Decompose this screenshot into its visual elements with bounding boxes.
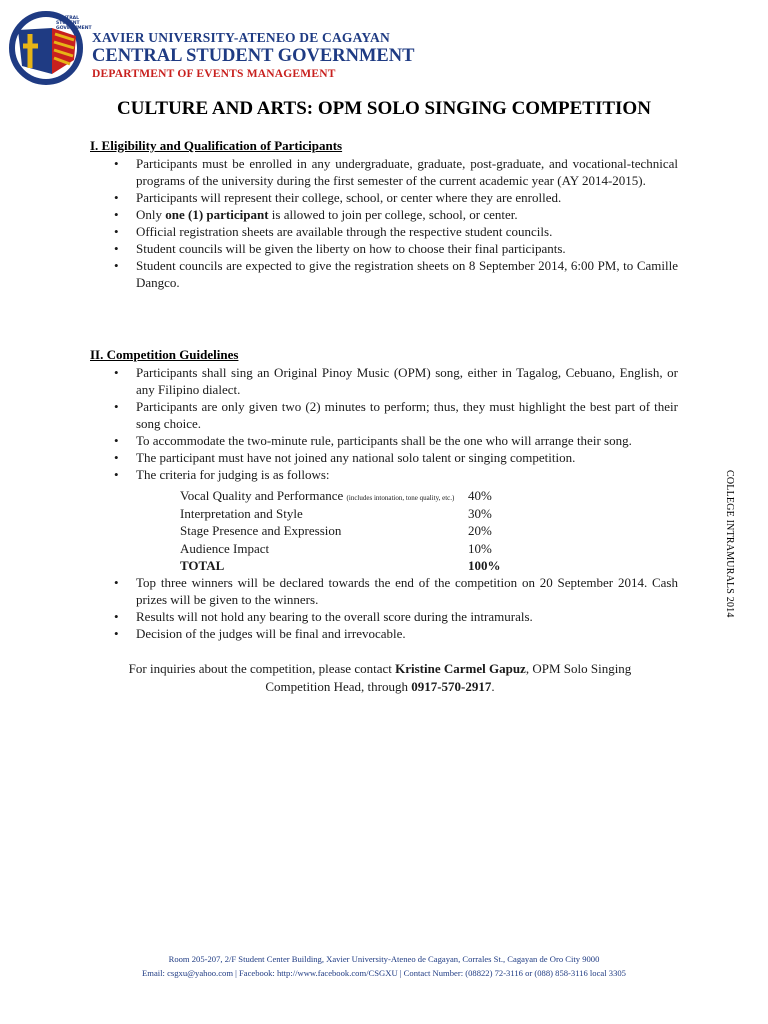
list-item: • Participants shall sing an Original Pinoy Music (OPM) song, either in Tagalog, Cebuano, English, or any Filipino dialect. bbox=[114, 364, 678, 398]
criteria-value: 40% bbox=[468, 488, 492, 503]
judging-criteria bbox=[180, 487, 580, 575]
list-item: • To accommodate the two-minute rule, participants shall be the one who will arrange their song. bbox=[114, 432, 678, 449]
text: . bbox=[491, 679, 495, 694]
department-name: DEPARTMENT OF EVENTS MANAGEMENT bbox=[92, 68, 336, 80]
list-item: • The criteria for judging is as follows: bbox=[114, 466, 678, 483]
organization-name: CENTRAL STUDENT GOVERNMENT bbox=[92, 46, 415, 66]
section-1-heading: I. Eligibility and Qualification of Participants bbox=[90, 138, 343, 153]
criteria-row bbox=[180, 487, 580, 505]
seal-text: CENTRAL STUDENT GOVERNMENT bbox=[56, 16, 92, 31]
criteria-total-label: TOTAL bbox=[180, 558, 225, 573]
text: For inquiries about the competition, please contact bbox=[128, 661, 396, 676]
criteria-row bbox=[180, 505, 580, 523]
list-item: • The participant must have not joined any national solo talent or singing competition. bbox=[114, 449, 678, 466]
criteria-row bbox=[180, 522, 580, 540]
list-item: • Participants will represent their college, school, or center where they are enrolled. bbox=[114, 189, 678, 206]
criteria-note: (includes intonation, tone quality, etc.) bbox=[346, 494, 455, 502]
list-item: • Results will not hold any bearing to the overall score during the intramurals. bbox=[114, 608, 678, 625]
list-item: • Participants are only given two (2) minutes to perform; thus, they must highlight the best part of their song choice. bbox=[114, 398, 678, 432]
criteria-row bbox=[180, 540, 580, 558]
list-item bbox=[114, 206, 678, 223]
criteria-value: 10% bbox=[468, 540, 492, 556]
letterhead bbox=[8, 10, 428, 82]
university-name: XAVIER UNIVERSITY-ATENEO DE CAGAYAN bbox=[92, 30, 390, 45]
text: Only bbox=[136, 207, 166, 222]
emphasis-text: one (1) participant bbox=[165, 207, 269, 222]
text: is allowed to join per college, school, or center. bbox=[268, 207, 518, 222]
list-item: • Student councils will be given the liberty on how to choose their final participants. bbox=[114, 240, 678, 257]
footer-address: Room 205-207, 2/F Student Center Building, Xavier University-Ateneo de Cagayan, Corrales St., Cagayan de Oro City 9000 bbox=[168, 954, 600, 964]
section-2-list bbox=[114, 364, 678, 483]
criteria-label: Vocal Quality and Performance bbox=[180, 488, 344, 503]
criteria-value: 20% bbox=[468, 523, 492, 538]
list-item: • Top three winners will be declared towards the end of the competition on 20 September 2014. Cash prizes will be given to the winners. bbox=[114, 574, 678, 608]
section-2-heading: II. Competition Guidelines bbox=[90, 347, 239, 362]
footer bbox=[0, 952, 768, 980]
criteria-label: Interpretation and Style bbox=[180, 505, 303, 521]
section-2-list-continued bbox=[114, 574, 678, 642]
list-item: • Student councils are expected to give the registration sheets on 8 September 2014, 6:00 PM, to Camille Dangco. bbox=[114, 257, 678, 291]
contact-name: Kristine Carmel Gapuz bbox=[395, 661, 526, 676]
list-item: • Decision of the judges will be final and irrevocable. bbox=[114, 625, 678, 642]
contact-phone: 0917-570-2917 bbox=[411, 679, 492, 694]
side-label: COLLEGE INTRAMURALS 2014 bbox=[724, 470, 735, 618]
list-item: • Participants must be enrolled in any undergraduate, graduate, post-graduate, and vocational-technical programs of the university during the first semester of the current academic year (AY 2014-2015). bbox=[114, 155, 678, 189]
text: , OPM Solo Singing Competition Head, through bbox=[265, 661, 632, 694]
document-title: CULTURE AND ARTS: OPM SOLO SINGING COMPETITION bbox=[117, 98, 651, 119]
section-1-list bbox=[114, 155, 678, 291]
inquiry-note bbox=[110, 660, 650, 696]
footer-contacts: Email: csgxu@yahoo.com | Facebook: http://www.facebook.com/CSGXU | Contact Number: (08822) 72-3116 or (088) 858-3116 local 3305 bbox=[142, 968, 626, 978]
criteria-total-row bbox=[180, 557, 580, 575]
criteria-total-value: 100% bbox=[468, 558, 501, 573]
criteria-label: Stage Presence and Expression bbox=[180, 523, 342, 538]
criteria-value: 30% bbox=[468, 505, 492, 521]
list-item: • Official registration sheets are available through the respective student councils. bbox=[114, 223, 678, 240]
criteria-label: Audience Impact bbox=[180, 540, 270, 556]
